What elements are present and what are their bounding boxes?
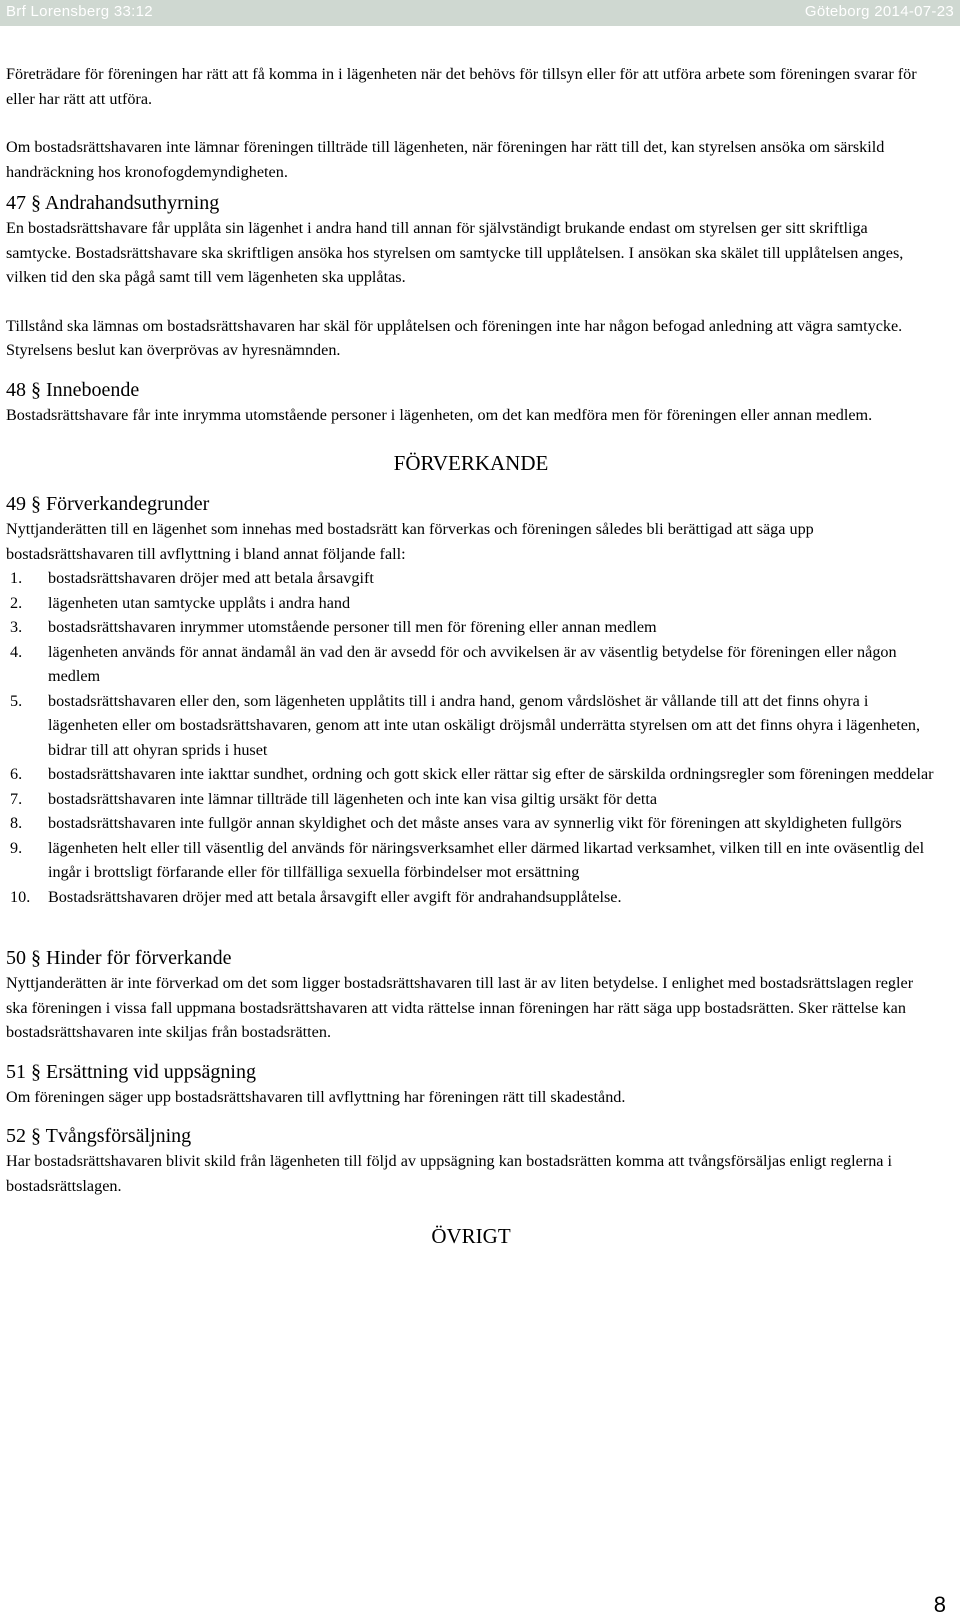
list-item-text: bostadsrättshavaren dröjer med att betala årsavgift bbox=[48, 569, 374, 587]
intro-paragraph-access: Företrädare för föreningen har rätt att få komma in i lägenheten när det behövs för tillsyn eller för att utföra arbete som föreningen svarar för eller har rätt att utföra. bbox=[6, 65, 917, 108]
header-place-date: Göteborg 2014-07-23 bbox=[804, 3, 954, 20]
section-47-title: 47 § Andrahandsuthyrning bbox=[6, 192, 220, 214]
list-item bbox=[6, 566, 936, 591]
section-50-paragraph: Nyttjanderätten är inte förverkad om det som ligger bostadsrättshavaren till last är av liten betydelse. I enlighet med bostadsrättslagen regler ska föreningen i vissa fall uppmana bostadsrättshavaren att vidta rättelse innan föreningen har rätt säga upp bostadsrätten. Sker rättelse kan bostadsrättshavaren inte skiljas från bostadsrätten. bbox=[6, 974, 914, 1041]
list-item-text: lägenheten helt eller till väsentlig del används för näringsverksamhet eller därmed likartad verksamhet, vilken till en inte oväsentlig del ingår i brottsligt förfarande eller för tillfälliga sexuella förbindelser mot ersättning bbox=[48, 838, 925, 881]
list-item-number: 6. bbox=[10, 765, 23, 783]
section-50-title: 50 § Hinder för förverkande bbox=[6, 947, 232, 969]
list-item-text: lägenheten utan samtycke upplåts i andra hand bbox=[48, 593, 351, 612]
page-number: 8 bbox=[933, 1592, 946, 1617]
chapter-heading-forverkande: FÖRVERKANDE bbox=[393, 451, 549, 475]
list-item-number: 3. bbox=[10, 618, 23, 636]
list-item-number: 5. bbox=[10, 691, 23, 710]
page-header bbox=[0, 0, 960, 26]
list-item bbox=[6, 787, 936, 812]
list-item-text: bostadsrättshavaren inte lämnar tillträde till lägenheten och inte kan visa giltig ursäkt för detta bbox=[48, 789, 658, 808]
intro-paragraph-enforcement: Om bostadsrättshavaren inte lämnar föreningen tillträde till lägenheten, när föreningen har rätt till det, kan styrelsen ansöka om särskild handräckning hos kronofogdemyndigheten. bbox=[6, 138, 885, 181]
list-item-text: Bostadsrättshavaren dröjer med att betala årsavgift eller avgift för andrahandsupplåtelse. bbox=[48, 887, 622, 906]
list-item-number: 1. bbox=[10, 569, 23, 587]
list-item-text: bostadsrättshavaren inrymmer utomstående personer till men för förening eller annan medlem bbox=[48, 618, 657, 636]
chapter-heading-ovrigt: ÖVRIGT bbox=[431, 1224, 511, 1248]
list-item bbox=[6, 615, 936, 640]
list-item-number: 9. bbox=[10, 838, 23, 857]
section-48-title: 48 § Inneboende bbox=[6, 378, 140, 401]
list-item-number: 2. bbox=[10, 593, 23, 612]
list-item-text: bostadsrättshavaren inte iakttar sundhet, ordning och gott skick eller rättar sig efter de särskilda ordningsregler som föreningen meddelar bbox=[48, 765, 934, 783]
section-51-paragraph: Om föreningen säger upp bostadsrättshavaren till avflyttning har föreningen rätt till skadestånd. bbox=[6, 1087, 626, 1106]
list-item-text: bostadsrättshavaren eller den, som lägenheten upplåtits till i andra hand, genom vårdslöshet är vållande till att det finns ohyra i lägenheten eller om bostadsrättshavaren, genom att inte utan oskäligt dröjsmål underrätta styrelsen om att det finns ohyra i lägenheten, bidrar till att ohyran sprids i huset bbox=[48, 691, 921, 759]
section-48-paragraph: Bostadsrättshavare får inte inrymma utomstående personer i lägenheten, om det kan medföra men för föreningen eller annan medlem. bbox=[6, 405, 873, 424]
header-association-name: Brf Lorensberg 33:12 bbox=[6, 3, 153, 20]
list-item bbox=[6, 689, 936, 763]
section-47-paragraph-1: En bostadsrättshavare får upplåta sin lägenhet i andra hand till annan för självständigt brukande endast om styrelsen ger sitt skriftliga samtycke. Bostadsrättshavare ska skriftligen ansöka hos styrelsen om samtycke till upplåtelsen. I ansökan ska skälet till upplåtelsen anges, vilken tid den ska pågå samt till vem lägenheten ska upplåtas. bbox=[6, 219, 904, 286]
list-item bbox=[6, 836, 936, 885]
list-item bbox=[6, 591, 936, 616]
section-52-paragraph: Har bostadsrättshavaren blivit skild från lägenheten till följd av uppsägning kan bostadsrätten komma att tvångsförsäljas enligt reglerna i bostadsrättslagen. bbox=[6, 1152, 893, 1195]
list-item bbox=[6, 640, 936, 689]
section-52-title: 52 § Tvångsförsäljning bbox=[6, 1125, 192, 1147]
list-item bbox=[6, 885, 936, 910]
section-49-paragraph: Nyttjanderätten till en lägenhet som innehas med bostadsrätt kan förverkas och föreningen således bli berättigad att säga upp bostadsrättshavaren till avflyttning i bland annat följande fall: bbox=[6, 520, 814, 563]
list-item-number: 8. bbox=[10, 814, 23, 832]
section-47-paragraph-2: Tillstånd ska lämnas om bostadsrättshavaren har skäl för upplåtelsen och föreningen inte har någon befogad anledning att vägra samtycke. Styrelsens beslut kan överprövas av hyresnämnden. bbox=[6, 316, 903, 359]
list-item bbox=[6, 811, 936, 836]
forfeiture-grounds-list bbox=[6, 566, 936, 909]
list-item-text: bostadsrättshavaren inte fullgör annan skyldighet och det måste anses vara av synnerlig vikt för föreningen att skyldigheten fullgörs bbox=[48, 814, 902, 832]
list-item-number: 10. bbox=[10, 887, 31, 906]
section-49-title: 49 § Förverkandegrunder bbox=[6, 493, 210, 515]
list-item-number: 7. bbox=[10, 789, 23, 808]
list-item-text: lägenheten används för annat ändamål än vad den är avsedd för och avvikelsen är av väsentlig betydelse för föreningen eller någon medlem bbox=[48, 642, 897, 685]
section-51-title: 51 § Ersättning vid uppsägning bbox=[6, 1060, 256, 1083]
document-body bbox=[6, 62, 936, 1264]
list-item bbox=[6, 762, 936, 787]
list-item-number: 4. bbox=[10, 642, 23, 661]
